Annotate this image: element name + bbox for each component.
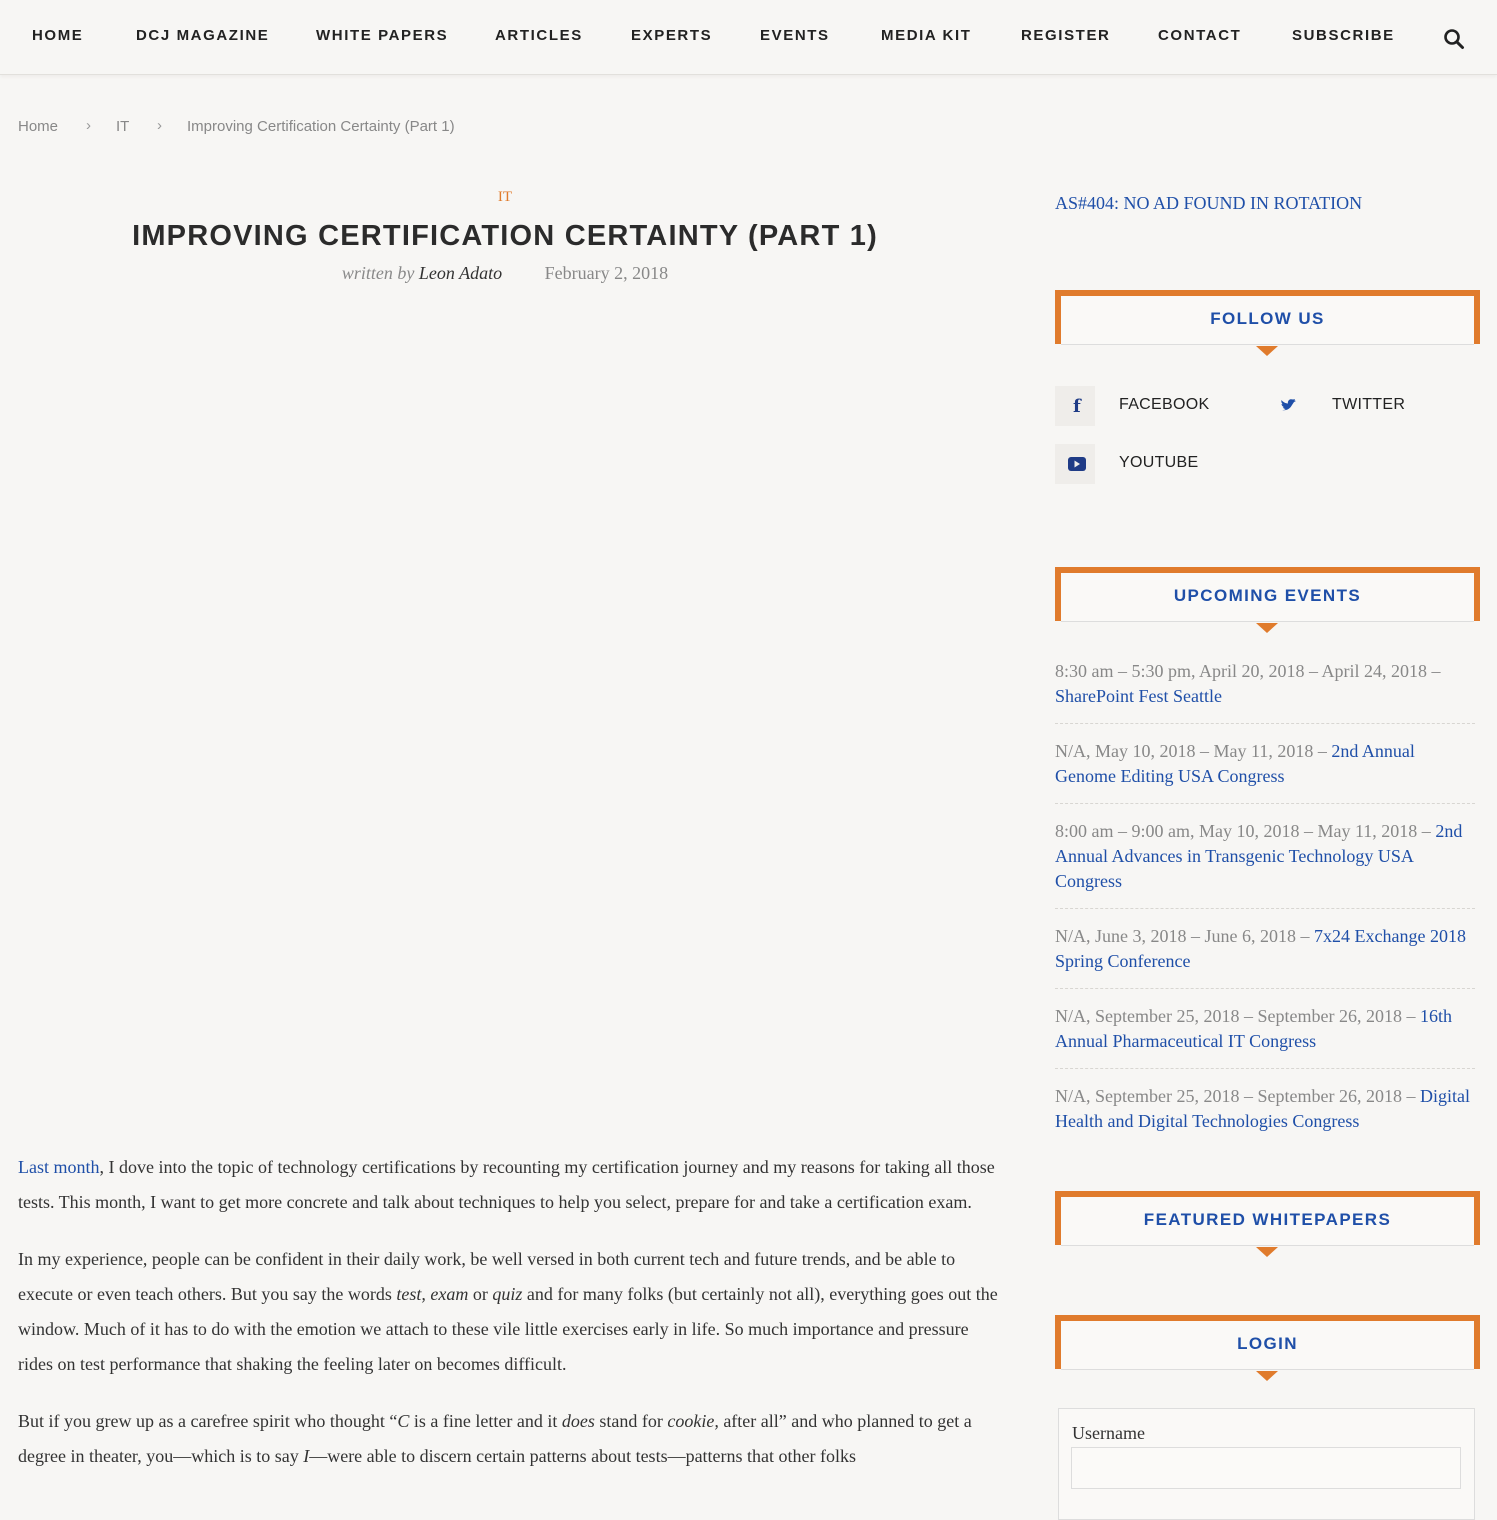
- breadcrumb-current: Improving Certification Certainty (Part 1): [187, 118, 455, 135]
- paragraph-text: after all” and who planned to get a degree in theater, you—which is to say: [18, 1411, 972, 1466]
- article-body: [18, 1150, 998, 1496]
- paragraph-text: and for many folks (but certainly not all), everything goes out the window. Much of it has to do with the emotion we attach to these vile little exercises early in life. So much importance and pressure rides on test performance that shaking the feeling later on becomes difficult.: [18, 1284, 998, 1374]
- nav-dcj-magazine[interactable]: DCJ MAGAZINE: [136, 27, 270, 44]
- follow-us-widget-header: [1055, 290, 1480, 346]
- event-item: [1055, 658, 1475, 724]
- last-month-link[interactable]: Last month: [18, 1157, 100, 1177]
- social-label: YOUTUBE: [1119, 454, 1199, 471]
- event-when: N/A, May 10, 2018 – May 11, 2018 –: [1055, 741, 1332, 761]
- nav-experts[interactable]: EXPERTS: [631, 27, 713, 44]
- username-input[interactable]: [1071, 1447, 1461, 1489]
- emphasis: C: [397, 1411, 410, 1431]
- event-link[interactable]: 7x24 Exchange 2018 Spring Conference: [1055, 926, 1466, 971]
- breadcrumb-category[interactable]: IT: [116, 118, 130, 135]
- breadcrumb-separator: ›: [86, 117, 91, 134]
- top-navigation: [0, 0, 1497, 75]
- widget-title: FEATURED WHITEPAPERS: [1143, 1210, 1392, 1229]
- username-label: Username: [1072, 1423, 1145, 1443]
- article-title: IMPROVING CERTIFICATION CERTAINTY (PART 1): [132, 220, 878, 252]
- emphasis: test, exam: [396, 1284, 469, 1304]
- event-link[interactable]: 2nd Annual Advances in Transgenic Technology USA Congress: [1055, 821, 1463, 891]
- paragraph: [18, 1404, 998, 1474]
- paragraph-text: But if you grew up as a carefree spirit who thought “: [18, 1411, 398, 1431]
- widget-title: UPCOMING EVENTS: [1173, 586, 1362, 605]
- event-item: [1055, 1003, 1475, 1069]
- event-item: [1055, 923, 1475, 989]
- event-when: N/A, June 3, 2018 – June 6, 2018 –: [1055, 926, 1314, 946]
- svg-text:f: f: [1073, 396, 1081, 417]
- article-meta: [0, 263, 1010, 284]
- emphasis: I: [303, 1446, 310, 1466]
- social-label: FACEBOOK: [1119, 396, 1210, 413]
- nav-subscribe[interactable]: SUBSCRIBE: [1292, 27, 1395, 44]
- event-when: 8:00 am – 9:00 am, May 10, 2018 – May 11, 2018 –: [1055, 821, 1436, 841]
- nav-white-papers[interactable]: WHITE PAPERS: [316, 27, 449, 44]
- emphasis: cookie,: [667, 1411, 719, 1431]
- article-category[interactable]: IT: [497, 189, 513, 205]
- paragraph-text: is a fine letter and it: [409, 1411, 562, 1431]
- login-widget-header: [1055, 1315, 1480, 1371]
- widget-title: LOGIN: [1237, 1334, 1298, 1353]
- paragraph-text: —were able to discern certain patterns about tests—patterns that other folks: [309, 1446, 857, 1466]
- paragraph: [18, 1242, 998, 1382]
- event-link[interactable]: SharePoint Fest Seattle: [1055, 686, 1222, 706]
- search-icon[interactable]: [1443, 28, 1465, 50]
- written-by-label: written by: [341, 263, 415, 283]
- breadcrumb-separator: ›: [157, 117, 162, 134]
- event-when: N/A, September 25, 2018 – September 26, 2018 –: [1055, 1086, 1420, 1106]
- youtube-icon: [1055, 444, 1095, 484]
- nav-events[interactable]: EVENTS: [760, 27, 830, 44]
- paragraph-text: , I dove into the topic of technology certifications by recounting my certification journey and my reasons for taking all those tests. This month, I want to get more concrete and talk about techniques to help you select, prepare for and take a certification exam.: [18, 1157, 995, 1212]
- nav-contact[interactable]: CONTACT: [1158, 27, 1242, 44]
- events-list: [1055, 658, 1475, 1162]
- paragraph-text: or: [468, 1284, 493, 1304]
- nav-home[interactable]: HOME: [32, 27, 84, 44]
- nav-register[interactable]: REGISTER: [1021, 27, 1111, 44]
- nav-media-kit[interactable]: MEDIA KIT: [881, 27, 972, 44]
- event-link[interactable]: 16th Annual Pharmaceutical IT Congress: [1055, 1006, 1452, 1051]
- social-label: TWITTER: [1332, 396, 1406, 413]
- event-item: [1055, 738, 1475, 804]
- emphasis: does: [561, 1411, 595, 1431]
- facebook-icon: [1055, 386, 1095, 426]
- login-form: [1058, 1408, 1475, 1520]
- paragraph: [18, 1150, 998, 1220]
- paragraph-text: stand for: [594, 1411, 668, 1431]
- emphasis: quiz: [492, 1284, 523, 1304]
- event-item: [1055, 818, 1475, 909]
- article-date: February 2, 2018: [544, 263, 669, 283]
- event-when: 8:30 am – 5:30 pm, April 20, 2018 – April 24, 2018 –: [1055, 661, 1441, 681]
- event-link[interactable]: 2nd Annual Genome Editing USA Congress: [1055, 741, 1415, 786]
- featured-whitepapers-widget-header: [1055, 1191, 1480, 1247]
- event-when: N/A, September 25, 2018 – September 26, 2018 –: [1055, 1006, 1420, 1026]
- widget-title: FOLLOW US: [1210, 309, 1325, 328]
- author-link[interactable]: Leon Adato: [418, 263, 503, 283]
- event-link[interactable]: Digital Health and Digital Technologies Congress: [1055, 1086, 1470, 1131]
- nav-articles[interactable]: ARTICLES: [495, 27, 583, 44]
- event-item: [1055, 1083, 1475, 1148]
- twitter-icon: [1268, 386, 1308, 426]
- ad-placeholder-link[interactable]: AS#404: NO AD FOUND IN ROTATION: [1055, 193, 1363, 213]
- paragraph-text: In my experience, people can be confident in their daily work, be well versed in both current tech and future trends, and be able to execute or even teach others. But you say the words: [18, 1249, 956, 1304]
- upcoming-events-widget-header: [1055, 567, 1480, 623]
- breadcrumb-home[interactable]: Home: [18, 118, 59, 135]
